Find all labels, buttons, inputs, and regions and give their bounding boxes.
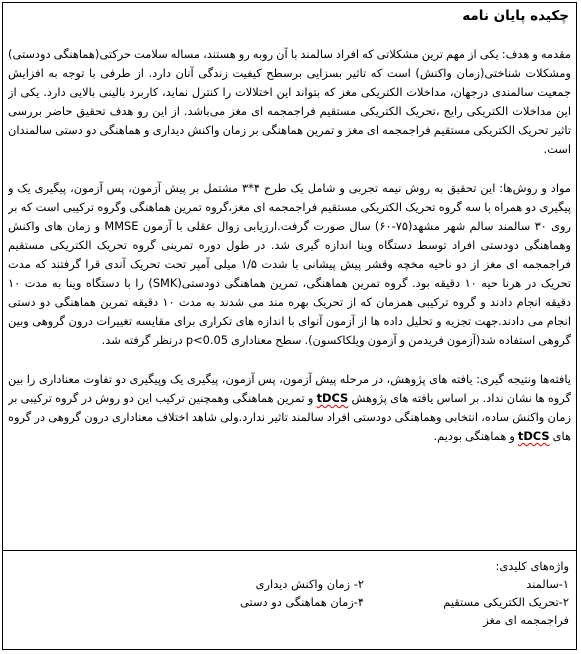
- intro-lead: مقدمه و هدف:: [501, 47, 571, 61]
- methods-text-3: ) را با دستگاه وینا به مدت ۱۰ دقیقه انجام دادند و گروه ترکیبی همزمان که از تحریک بهره مند می شدند به مدت ۱۰ دقیقه تمرین هماهنگی دو دستی انجام می دادند.جهت تجزیه و تحلیل داده ها از آزمون آنوای با اندازه های تکراری برای مقایسه تغییرات درون گروهی وبین گروهی استفاده شد(آزمون فریدمن و آزمون ویلکاکسون). سطح معناداری: [8, 276, 571, 347]
- keyword-item: ۴-زمان هماهنگی دو دستی: [240, 595, 364, 609]
- methods-text-1: این تحقیق به روش نیمه تجربی و شامل یک طرح ۴*۳ مشتمل بر پیش آزمون، پس آزمون، پیگیری یک و پیگیری دو همراه با سه گروه تحریک الکتریکی مستقیم فراجمجمه ای مغز،گروه تمرین هماهنگی وگروه ترکیبی است که بر روی ۳۰ سالمند سالم شهر مشهد(۷۵-۶۰) سال صورت گرفت.ارزیابی زوال عقلی با آزمون: [8, 181, 571, 233]
- results-text-1: یافته های پژوهش، در مرحله پیش آزمون، پس آزمون، پیگیری یک وپیگیری دو تفاوت معناداری را بین گروه ها نشان نداد. بر اساس یافته های پژوهش: [8, 372, 571, 405]
- abstract-body: [8, 45, 571, 543]
- keyword-item: ۱-سالمند: [526, 577, 569, 591]
- results-lead: یافته‌ها ونتیجه گیری:: [476, 372, 571, 386]
- methods-paragraph: [8, 179, 571, 350]
- keyword-item-continued: فراجمجمه ای مغز: [483, 613, 569, 627]
- tdcs-term-1: tDCS: [316, 391, 349, 405]
- keywords-label: واژه‌های کلیدی:: [495, 559, 569, 573]
- page-title: چکیده پایان نامه: [462, 8, 569, 24]
- results-text-2: و تمرین هماهنگی وهمچنین ترکیب این دو روش در گروه ترکیبی بر زمان واکنش ساده، انتخابی وهماهنگی دودستی افراد سالمند تاثیر ندارد.ولی شاهد اختلاف معناداری درون گروهی در گروه های: [8, 391, 571, 443]
- keywords-section: [10, 557, 569, 647]
- keyword-item: ۲- زمان واکنش دیداری: [255, 577, 364, 591]
- keyword-item: ۲-تحریک الکتریکی مستقیم: [443, 595, 569, 609]
- mmse-term: MMSE: [104, 219, 139, 233]
- methods-text-2: و زمان های واکنش وهماهنگی دودستی افراد توسط دستگاه وینا اندازه گیری شد. در طول دوره تمرینی گروه تحریک الکتریکی مستقیم فراجمجمه ای مغز از دو ناحیه مخچه وقشر پیش پیشانی با شدت ۱/۵ میلی آمپر تحت تحریک آندی قرا گرفتند که مدت تحریک در هرنا حیه ۱۰ دقیقه بود. گروه تمرین هماهنگی، تمرین هماهنگی دودستی(: [8, 219, 571, 290]
- significance-level: p<0.05: [185, 333, 229, 347]
- smk-term: SMK: [152, 276, 178, 290]
- keywords-row: [10, 575, 569, 593]
- keywords-row: [10, 593, 569, 611]
- intro-paragraph: [8, 45, 571, 159]
- results-text-3: و هماهنگی بودیم.: [433, 429, 518, 443]
- methods-text-4: درنظر گرفته شد.: [101, 333, 186, 347]
- section-divider: [3, 550, 576, 551]
- results-paragraph: [8, 370, 571, 446]
- thesis-abstract-frame: [2, 2, 577, 650]
- keywords-row: [10, 611, 569, 629]
- tdcs-term-2: tDCS: [517, 429, 550, 443]
- intro-text: یکی از مهم ترین مشکلاتی که افراد سالمند با آن روبه رو هستند، مساله سلامت حرکتی(هماهنگی دودستی) ومشکلات شناختی(زمان واکنش) است که تاثیر بسزایی برسطح کیفیت زندگی آنان دارد. از طرفی با توجه به افزایش جمعیت سالمندی درجهان، مداخلات الکتریکی مغز که بتواند این اختلالات را کنترل نماید، کاربرد بالینی بالایی دارد. یکی از این مداخلات الکتریکی رایج ،تحریک الکتریکی مستقیم فراجمجمه ای مغز می‌باشد. از این رو هدف تحقیق حاضر بررسی تاثیر تحریک الکتریکی مستقیم فراجمجمه ای مغز و تمرین هماهنگی بر زمان واکنش دیداری و هماهنگی دو دستی سالمندان است.: [8, 47, 571, 156]
- methods-lead: مواد و روش‌ها:: [499, 181, 571, 195]
